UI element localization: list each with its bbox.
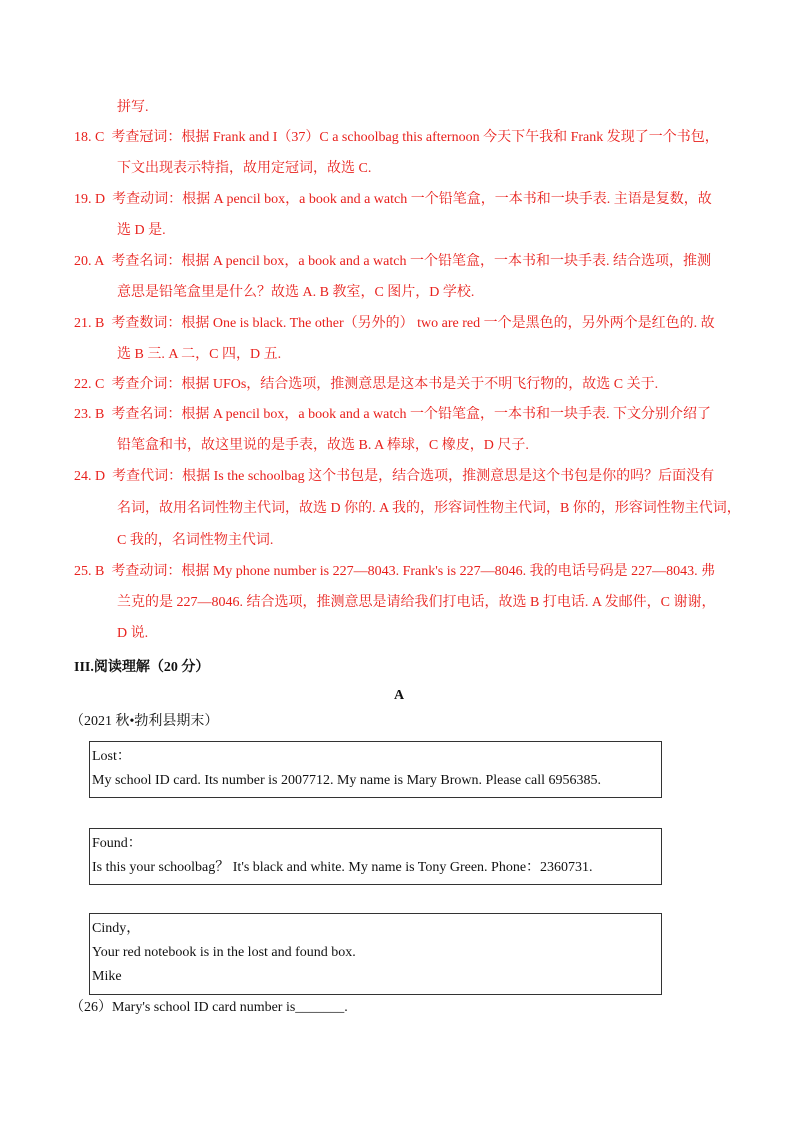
lost-notice [89, 741, 662, 798]
explanation-line: 选 B 三. A 二，C 四，D 五. [117, 347, 282, 362]
explanation-line: 考查介词：根据 UFOs，结合选项，推测意思是这本书是关于不明飞行物的，故选 C 关于. [111, 377, 659, 392]
notice-title: Lost： [92, 749, 131, 764]
source-note: （2021 秋•勃利县期末） [70, 714, 219, 729]
notice-title: Found： [92, 836, 142, 851]
explanation-line: 考查动词：根据 My phone number is 227—8043. Frank's is 227—8046. 我的电话号码是 227—8043. 弗 [111, 564, 716, 579]
section-heading: III.阅读理解（20 分） [74, 660, 210, 675]
answer-number: 24. D [74, 469, 106, 484]
question-18-explanation [74, 129, 719, 147]
explanation-line: 铅笔盒和书，故这里说的是手表，故选 B. A 棒球，C 橡皮，D 尺子. [117, 438, 529, 453]
explanation-line: 考查数词：根据 One is black. The other（另外的） two are red 一个是黑色的，另外两个是红色的. 故 [111, 316, 715, 331]
explanation-line: 考查名词：根据 A pencil box，a book and a watch 一个铅笔盒，一本书和一块手表. 下文分别介绍了 [111, 407, 711, 422]
answer-number: 22. C [74, 377, 105, 392]
explanation-line: 考查代词：根据 Is the schoolbag 这个书包是，结合选项，推测意思是这个书包是你的吗？后面没有 [112, 469, 715, 484]
question-23-explanation [74, 406, 711, 424]
note-signature: Mike [92, 969, 122, 984]
explanation-line: 考查名词：根据 A pencil box，a book and a watch 一个铅笔盒，一本书和一块手表. 结合选项，推测 [111, 254, 711, 269]
answer-number: 18. C [74, 130, 105, 145]
found-notice [89, 828, 662, 885]
explanation-line: 下文出现表示特指，故用定冠词，故选 C. [117, 161, 372, 176]
message-note [89, 913, 662, 995]
question-19-explanation [74, 191, 712, 209]
explanation-line: 名词，故用名词性物主代词，故选 D 你的. A 我的，形容词性物主代词，B 你的，形容词性物主代词， [117, 501, 741, 516]
answer-number: 21. B [74, 316, 105, 331]
explanation-line: 意思是铅笔盒里是什么？故选 A. B 教室，C 图片，D 学校. [117, 285, 475, 300]
note-greeting: Cindy， [92, 921, 141, 936]
question-26: （26）Mary's school ID card number is_______. [70, 1000, 348, 1015]
passage-label: A [394, 688, 405, 703]
note-body: Your red notebook is in the lost and found box. [92, 945, 356, 960]
explanation-line: C 我的，名词性物主代词. [117, 533, 274, 548]
explanation-line: 考查动词：根据 A pencil box，a book and a watch 一个铅笔盒，一本书和一块手表. 主语是复数，故 [112, 192, 712, 207]
answer-number: 19. D [74, 192, 106, 207]
explanation-line: 兰克的是 227—8046. 结合选项，推测意思是请给我们打电话，故选 B 打电话. A 发邮件，C 谢谢， [117, 595, 716, 610]
notice-line: Is this your schoolbag？ It's black and white. My name is Tony Green. Phone：2360731. [92, 860, 593, 875]
question-20-explanation [74, 253, 711, 271]
question-24-explanation [74, 468, 714, 486]
answer-number: 25. B [74, 564, 105, 579]
explanation-line: 选 D 是. [117, 223, 166, 238]
explanation-line: 考查冠词：根据 Frank and I（37）C a schoolbag this afternoon 今天下午我和 Frank 发现了一个书包， [111, 130, 719, 145]
question-22-explanation [74, 376, 658, 394]
explanation-line: 拼写. [117, 100, 149, 115]
question-25-explanation [74, 563, 715, 581]
question-21-explanation [74, 315, 715, 333]
answer-number: 20. A [74, 254, 105, 269]
answer-number: 23. B [74, 407, 105, 422]
explanation-line: D 说. [117, 626, 149, 641]
notice-line: My school ID card. Its number is 2007712. My name is Mary Brown. Please call 6956385. [92, 773, 601, 788]
